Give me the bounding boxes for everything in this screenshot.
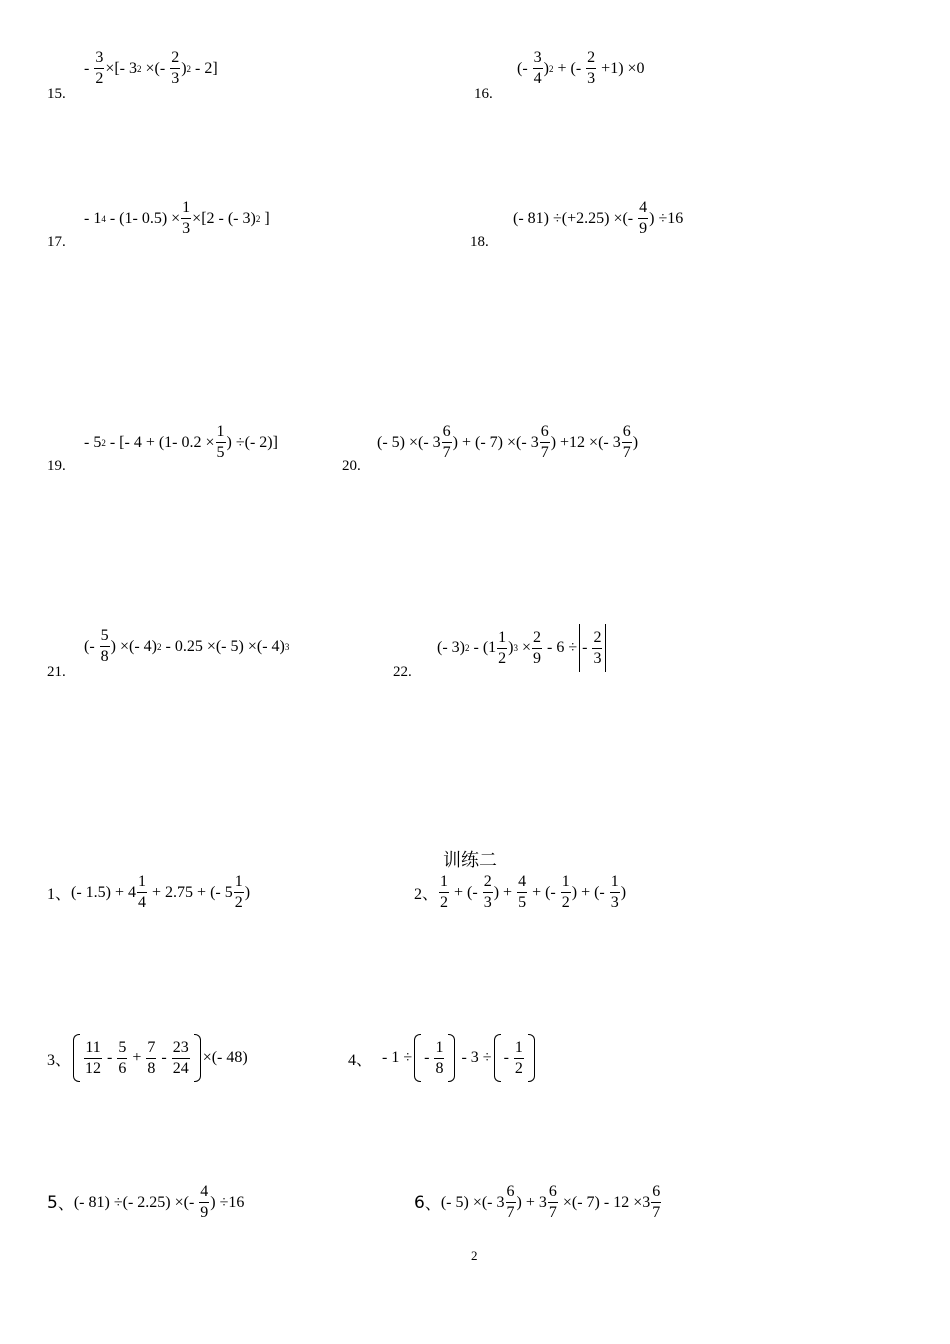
fraction: $\frac{3}{2}$ [95, 49, 104, 87]
exponent: 2 [255, 213, 261, 224]
fraction: $\frac{7}{8}$ [147, 1038, 156, 1077]
expr-text: ) [632, 433, 639, 451]
expr-text: ) ÷16 [649, 209, 684, 227]
problem-number: 3、 [47, 1051, 72, 1069]
problem-number: 19. [47, 458, 66, 474]
expr-text: (- [517, 59, 532, 77]
expr-text: (- 81) ÷(- 2.25) ×(- [73, 1193, 199, 1211]
expr-text: ) + (- 7) ×(- 3 [452, 433, 539, 451]
expr-text: - [- 4 + (1- 0.2 × [105, 433, 215, 451]
section-title: 训练二 [443, 850, 497, 871]
fraction: $\frac{1}{3}$ [610, 873, 619, 911]
fraction: $\frac{1}{4}$ [138, 873, 147, 911]
exponent: 3 [513, 643, 518, 653]
problem-18-expression [513, 200, 683, 237]
problem-number: 21. [47, 664, 66, 680]
problem-20-expression [377, 424, 638, 461]
page-number: 2 [471, 1248, 478, 1263]
expr-text: ) + [493, 883, 517, 901]
exponent: 2 [137, 63, 142, 74]
expr-text: +1) ×0 [597, 59, 645, 77]
expr-text: ×[- 3 [105, 59, 138, 77]
exponent: 2 [186, 63, 192, 74]
training-2-expression [414, 874, 626, 911]
problem-number: 6 [414, 1192, 425, 1213]
expr-text: - [157, 1049, 171, 1066]
problem-17-expression [84, 200, 270, 237]
expr-text: (- [84, 637, 99, 655]
fraction: $\frac{23}{24}$ [172, 1038, 189, 1077]
fraction: $\frac{2}{3}$ [483, 873, 492, 911]
expr-text: ) ×(- 4) [110, 637, 157, 655]
right-paren [448, 1034, 455, 1082]
training-6-expression [414, 1184, 662, 1221]
expr-text: × [517, 639, 531, 656]
expr-text: - (1- 0.5) × [105, 209, 181, 227]
expr-text: ) + (- [571, 883, 609, 901]
expr-text: - (1 [469, 639, 497, 656]
right-paren [528, 1034, 535, 1082]
absolute-value-bar [605, 624, 606, 672]
problem-19-expression [84, 424, 278, 461]
problem-21-expression [84, 628, 289, 665]
problem-number: 1、 [47, 886, 72, 903]
expr-text: ] [260, 209, 270, 227]
expr-text: (- 5) ×(- 3 [377, 433, 441, 451]
expr-text: ×(- [141, 59, 170, 77]
problem-number: 22. [393, 664, 412, 680]
expr-text: - 0.25 ×(- 5) ×(- 4) [161, 637, 285, 655]
expr-text: (- 3) [437, 639, 465, 656]
expr-text: ×[2 - (- 3) [192, 209, 256, 227]
exponent: 2 [548, 63, 554, 74]
fraction: $\frac{1}{2}$ [561, 873, 570, 911]
expr-text: ×(- 7) - 12 ×3 [558, 1193, 651, 1211]
expr-text: - [582, 639, 592, 656]
expr-text: (- 81) ÷(+2.25) ×(- [513, 209, 638, 227]
expr-text: ) ÷(- 2)] [226, 433, 278, 451]
exponent: 4 [101, 213, 106, 224]
right-paren [194, 1034, 201, 1082]
fraction: $\frac{1}{3}$ [182, 199, 191, 237]
exponent: 2 [464, 643, 470, 653]
fraction: $\frac{6}{7}$ [442, 423, 451, 461]
fraction: $\frac{4}{5}$ [518, 873, 527, 911]
expr-text: - 2] [191, 59, 218, 77]
left-paren [73, 1034, 80, 1082]
left-paren [414, 1034, 421, 1082]
fraction: $\frac{1}{2}$ [440, 873, 449, 911]
expr-text: ) + 3 [516, 1193, 547, 1211]
fraction: $\frac{6}{7}$ [622, 423, 631, 461]
problem-15-expression [84, 50, 218, 87]
expr-text: - 5 [84, 433, 102, 451]
fraction: $\frac{1}{2}$ [498, 628, 507, 667]
problem-number: 15. [47, 86, 66, 102]
expr-text: - [503, 1049, 513, 1066]
expr-text: ) [181, 59, 187, 77]
problem-number: 16. [474, 86, 493, 102]
left-paren [494, 1034, 501, 1082]
expr-text: - 6 ÷ [543, 639, 578, 656]
problem-number: 5 [47, 1192, 58, 1213]
expr-text: - 1 [84, 209, 102, 227]
problem-16-expression [517, 50, 645, 87]
fraction: $\frac{4}{9}$ [639, 199, 648, 237]
problem-number: 2、 [414, 886, 439, 903]
fraction: $\frac{5}{6}$ [118, 1038, 127, 1077]
expr-text: 、 [424, 1196, 441, 1213]
expr-text: + (- [450, 883, 482, 901]
fraction: $\frac{1}{8}$ [435, 1038, 444, 1077]
expr-text: 、 [57, 1196, 74, 1213]
problem-number: 18. [470, 234, 489, 250]
expr-text: + (- [553, 59, 586, 77]
expr-text: ) [244, 883, 251, 901]
problem-number: 4、 [348, 1051, 373, 1069]
fraction: $\frac{1}{2}$ [234, 873, 243, 911]
training-1-expression [47, 874, 250, 911]
expr-text: ) [543, 59, 549, 77]
training-3-expression [47, 1034, 248, 1082]
expr-text: + [128, 1049, 146, 1066]
expr-text: ) [508, 639, 514, 656]
training-4-expression [348, 1034, 537, 1082]
expr-text: + (- [528, 883, 560, 901]
expr-text: ) ÷16 [210, 1193, 245, 1211]
absolute-value-bar [579, 624, 580, 672]
expr-text: (- 1.5) + 4 [71, 883, 137, 901]
expr-text: ) +12 ×(- 3 [550, 433, 621, 451]
fraction: $\frac{1}{5}$ [216, 423, 225, 461]
training-5-expression [47, 1184, 244, 1221]
expr-text: (- 5) ×(- 3 [440, 1193, 505, 1211]
expr-text: - [84, 59, 94, 77]
expr-text: - 3 ÷ [457, 1049, 492, 1066]
problem-22-expression [437, 624, 608, 672]
fraction: $\frac{6}{7}$ [506, 1183, 515, 1221]
exponent: 2 [101, 437, 106, 448]
expr-text: - 1 ÷ [382, 1049, 413, 1066]
exponent: 3 [284, 641, 290, 652]
fraction: $\frac{3}{4}$ [533, 49, 542, 87]
expr-text: - [424, 1049, 434, 1066]
problem-number: 20. [342, 458, 361, 474]
fraction: $\frac{2}{9}$ [533, 628, 541, 667]
fraction: $\frac{1}{2}$ [514, 1038, 523, 1077]
expr-text: + 2.75 + (- 5 [148, 883, 233, 901]
fraction: $\frac{4}{9}$ [200, 1183, 209, 1221]
exponent: 2 [157, 641, 162, 652]
fraction: $\frac{6}{7}$ [652, 1183, 661, 1221]
fraction: $\frac{2}{3}$ [593, 628, 602, 667]
expr-text: - [103, 1049, 117, 1066]
fraction: $\frac{2}{3}$ [171, 49, 180, 87]
expr-text: ) [620, 883, 627, 901]
fraction: $\frac{11}{12}$ [85, 1038, 102, 1077]
expr-text: ×(- 48) [202, 1049, 248, 1066]
fraction: $\frac{6}{7}$ [540, 423, 549, 461]
fraction: $\frac{6}{7}$ [548, 1183, 557, 1221]
fraction: $\frac{5}{8}$ [100, 627, 109, 665]
fraction: $\frac{2}{3}$ [587, 49, 596, 87]
problem-number: 17. [47, 234, 66, 250]
